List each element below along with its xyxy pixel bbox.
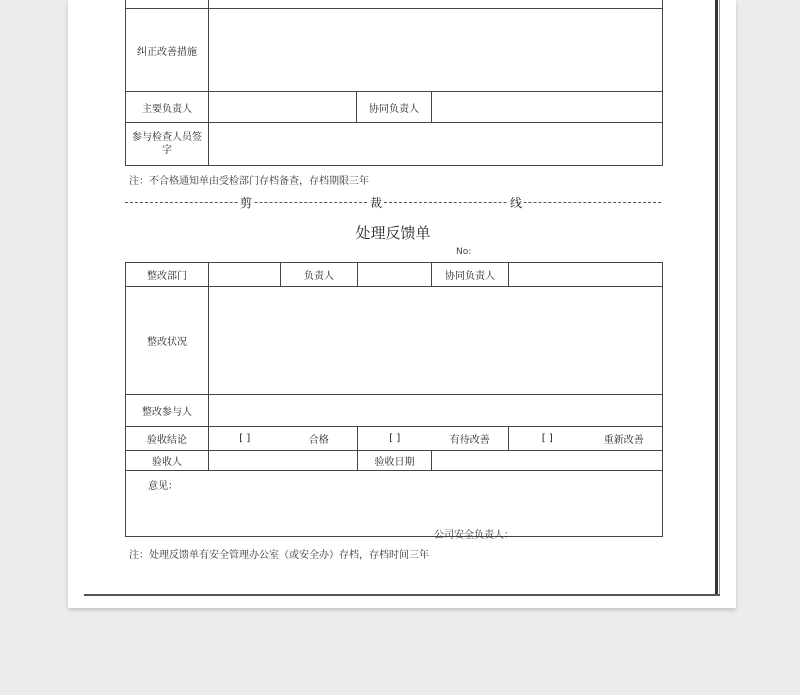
opinion-label: 意见： xyxy=(148,481,178,492)
conclusion-label: 验收结论 xyxy=(126,427,209,451)
feedback-title: 处理反馈单 xyxy=(355,224,431,242)
nonconformity-table xyxy=(125,0,663,166)
dashed-divider xyxy=(125,202,661,203)
table-row xyxy=(126,0,663,9)
status-label: 整改状况 xyxy=(126,287,209,395)
acceptor-cell xyxy=(209,451,358,471)
dept-label: 整改部门 xyxy=(126,263,209,287)
cut-line-char-3: 线 xyxy=(510,196,523,210)
measures-cell xyxy=(209,9,663,92)
page-edge-line-thin xyxy=(719,0,720,596)
table-row xyxy=(126,92,663,123)
opinion-cell xyxy=(126,471,663,537)
person-cell xyxy=(358,263,432,287)
option3-label: 重新改善 xyxy=(586,427,663,451)
upper-note: 注：不合格通知单由受检部门存档备查，存档期限三年 xyxy=(129,176,369,187)
table-row xyxy=(126,287,663,395)
inspectors-cell xyxy=(209,123,663,166)
table-row xyxy=(126,263,663,287)
bottom-note: 注：处理反馈单有安全管理办公室（或安全办）存档，存档时间三年 xyxy=(129,550,429,561)
feedback-table xyxy=(125,262,663,537)
page-edge-line xyxy=(715,0,718,596)
participants-label: 整改参与人 xyxy=(126,395,209,427)
page-bottom-line xyxy=(84,594,720,596)
table-row xyxy=(126,451,663,471)
acceptor-label: 验收人 xyxy=(126,451,209,471)
measures-label: 纠正改善措施 xyxy=(126,9,209,92)
main-person-label: 主要负责人 xyxy=(126,92,209,123)
status-cell xyxy=(209,287,663,395)
assist-person-cell xyxy=(432,92,663,123)
signature-label: 公司安全负责人： xyxy=(434,530,514,541)
option1-checkbox[interactable]: [ ] xyxy=(209,427,281,451)
cut-line-char-1: 剪 xyxy=(240,196,253,210)
date-label: 验收日期 xyxy=(358,451,432,471)
table-row xyxy=(126,123,663,166)
table-row xyxy=(126,471,663,537)
participants-cell xyxy=(209,395,663,427)
dept-cell xyxy=(209,263,281,287)
date-cell xyxy=(432,451,663,471)
table-row xyxy=(126,395,663,427)
cut-line xyxy=(125,194,661,210)
inspectors-label: 参与检查人员签字 xyxy=(126,123,209,166)
option2-checkbox[interactable]: [ ] xyxy=(358,427,432,451)
option2-label: 有待改善 xyxy=(432,427,509,451)
table-row xyxy=(126,9,663,92)
main-person-cell xyxy=(209,92,357,123)
person-label: 负责人 xyxy=(281,263,358,287)
assist-label: 协同负责人 xyxy=(432,263,509,287)
assist-cell xyxy=(509,263,663,287)
feedback-number-label: No: xyxy=(456,247,472,257)
option3-checkbox[interactable]: [ ] xyxy=(509,427,586,451)
table-row xyxy=(126,427,663,451)
cut-line-char-2: 裁 xyxy=(370,196,383,210)
option1-label: 合格 xyxy=(281,427,358,451)
assist-person-label: 协同负责人 xyxy=(357,92,432,123)
